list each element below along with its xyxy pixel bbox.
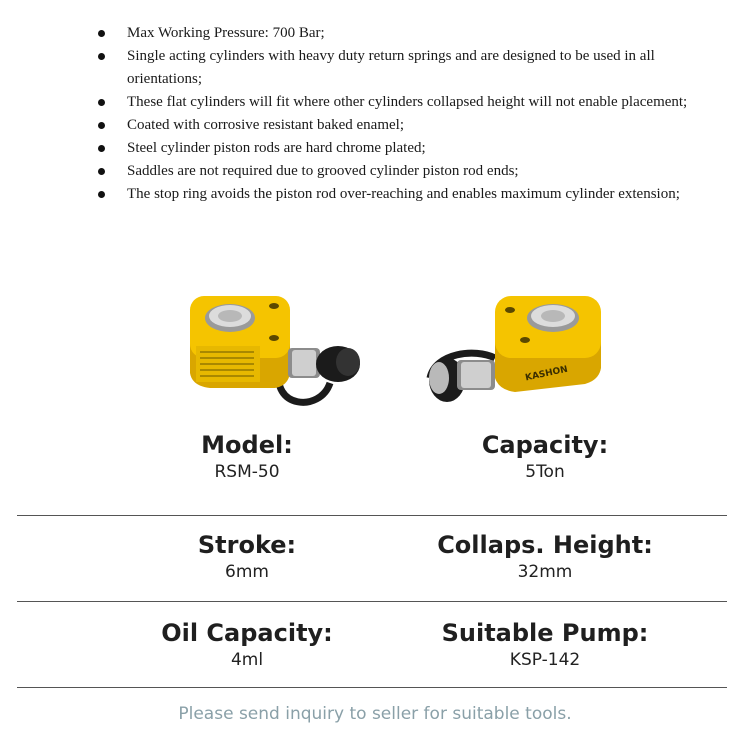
spec-label: Oil Capacity: [161, 619, 333, 647]
bullet-icon [98, 99, 105, 106]
bullet-icon [98, 191, 105, 198]
feature-item: Max Working Pressure: 700 Bar; [95, 22, 695, 45]
bullet-icon [98, 145, 105, 152]
feature-item: Coated with corrosive resistant baked enamel; [95, 114, 695, 137]
product-photos [0, 280, 750, 420]
spec-row-1 [17, 430, 727, 516]
feature-item: Single acting cylinders with heavy duty return springs and are designed to be used in all orientations; [95, 45, 695, 91]
spec-label: Stroke: [197, 531, 297, 559]
spec-row-2 [17, 516, 727, 602]
spec-value: 5Ton [525, 462, 565, 482]
spec-value: 6mm [225, 562, 269, 582]
spec-value: 32mm [517, 562, 573, 582]
spec-value: 4ml [230, 650, 264, 670]
bullet-icon [98, 30, 105, 37]
spec-label: Capacity: [481, 431, 609, 459]
spec-value: RSM-50 [214, 462, 280, 482]
brand-text: KASHON [524, 364, 569, 384]
spec-capacity [380, 430, 710, 484]
feature-list [95, 22, 695, 206]
spec-label: Collaps. Height: [437, 531, 653, 559]
cylinder-photo-left [180, 288, 380, 422]
spec-value: KSP-142 [509, 650, 581, 670]
inquiry-note: Please send inquiry to seller for suitable tools. [178, 704, 572, 724]
spec-label: Model: [201, 431, 293, 459]
feature-item: The stop ring avoids the piston rod over-reaching and enables maximum cylinder extension; [95, 183, 695, 206]
bullet-icon [98, 122, 105, 129]
divider [17, 687, 727, 688]
feature-item: Saddles are not required due to grooved cylinder piston rod ends; [95, 160, 695, 183]
spec-row-3 [17, 602, 727, 688]
spec-suitable-pump [380, 618, 710, 672]
cylinder-photo-right [415, 288, 615, 422]
spec-label: Suitable Pump: [441, 619, 649, 647]
feature-item: Steel cylinder piston rods are hard chrome plated; [95, 137, 695, 160]
feature-item: These flat cylinders will fit where other cylinders collapsed height will not enable placement; [95, 91, 695, 114]
spec-oil-capacity [82, 618, 412, 672]
spec-collaps-height [380, 530, 710, 584]
spec-model [82, 430, 412, 484]
bullet-icon [98, 53, 105, 60]
spec-stroke [82, 530, 412, 584]
bullet-icon [98, 168, 105, 175]
